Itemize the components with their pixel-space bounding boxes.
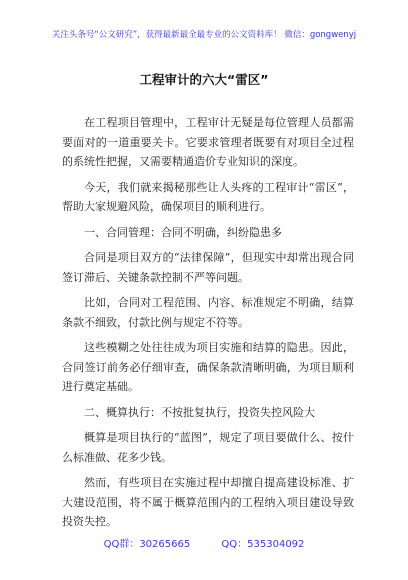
paragraph: 这些模糊之处往往成为项目实施和结算的隐患。因此，合同签订前务必仔细审查，确保条款清晰明确，为项目顺利进行奠定基础。 bbox=[62, 341, 354, 393]
section-heading: 二、概算执行：不按批复执行，投资失控风险大 bbox=[84, 405, 315, 419]
paragraph: 今天，我们就来揭秘那些让人头疼的工程审计“雷区”，帮助大家规避风险，确保项目的顺利进行。 bbox=[62, 180, 354, 213]
section-heading: 一、合同管理：合同不明确，纠纷隐患多 bbox=[84, 225, 282, 239]
paragraph: 在工程项目管理中，工程审计无疑是每位管理人员都需要面对的一道重要关卡。它要求管理者既要有对项目全过程的系统性把握，又需要精通造价专业知识的深度。 bbox=[62, 116, 354, 168]
document-body bbox=[62, 113, 354, 538]
paragraph: 比如，合同对工程范围、内容、标准规定不明确，结算条款不细致，付款比例与规定不符等。 bbox=[62, 296, 354, 329]
header-note: 关注头条号“公文研究”，获得最新最全最专业的公文资料库！ 微信：gongwenyj bbox=[51, 30, 357, 40]
paragraph: 合同是项目双方的“法律保障”，但现实中却常出现合同签订滞后、关键条款控制不严等问题。 bbox=[62, 251, 354, 284]
document-title: 工程审计的六大“雷区” bbox=[139, 72, 269, 87]
footer-qq-group: QQ群：30265665 bbox=[103, 539, 191, 550]
footer-qq: QQ：535304092 bbox=[221, 539, 305, 550]
footer bbox=[0, 535, 408, 550]
paragraph: 然而，有些项目在实施过程中却擅自提高建设标准、扩大建设范围，将不属于概算范围内的工程纳入项目建设导致投资失控。 bbox=[62, 476, 354, 528]
paragraph: 概算是项目执行的“蓝图”，规定了项目要做什么、按什么标准做、花多少钱。 bbox=[62, 431, 354, 464]
